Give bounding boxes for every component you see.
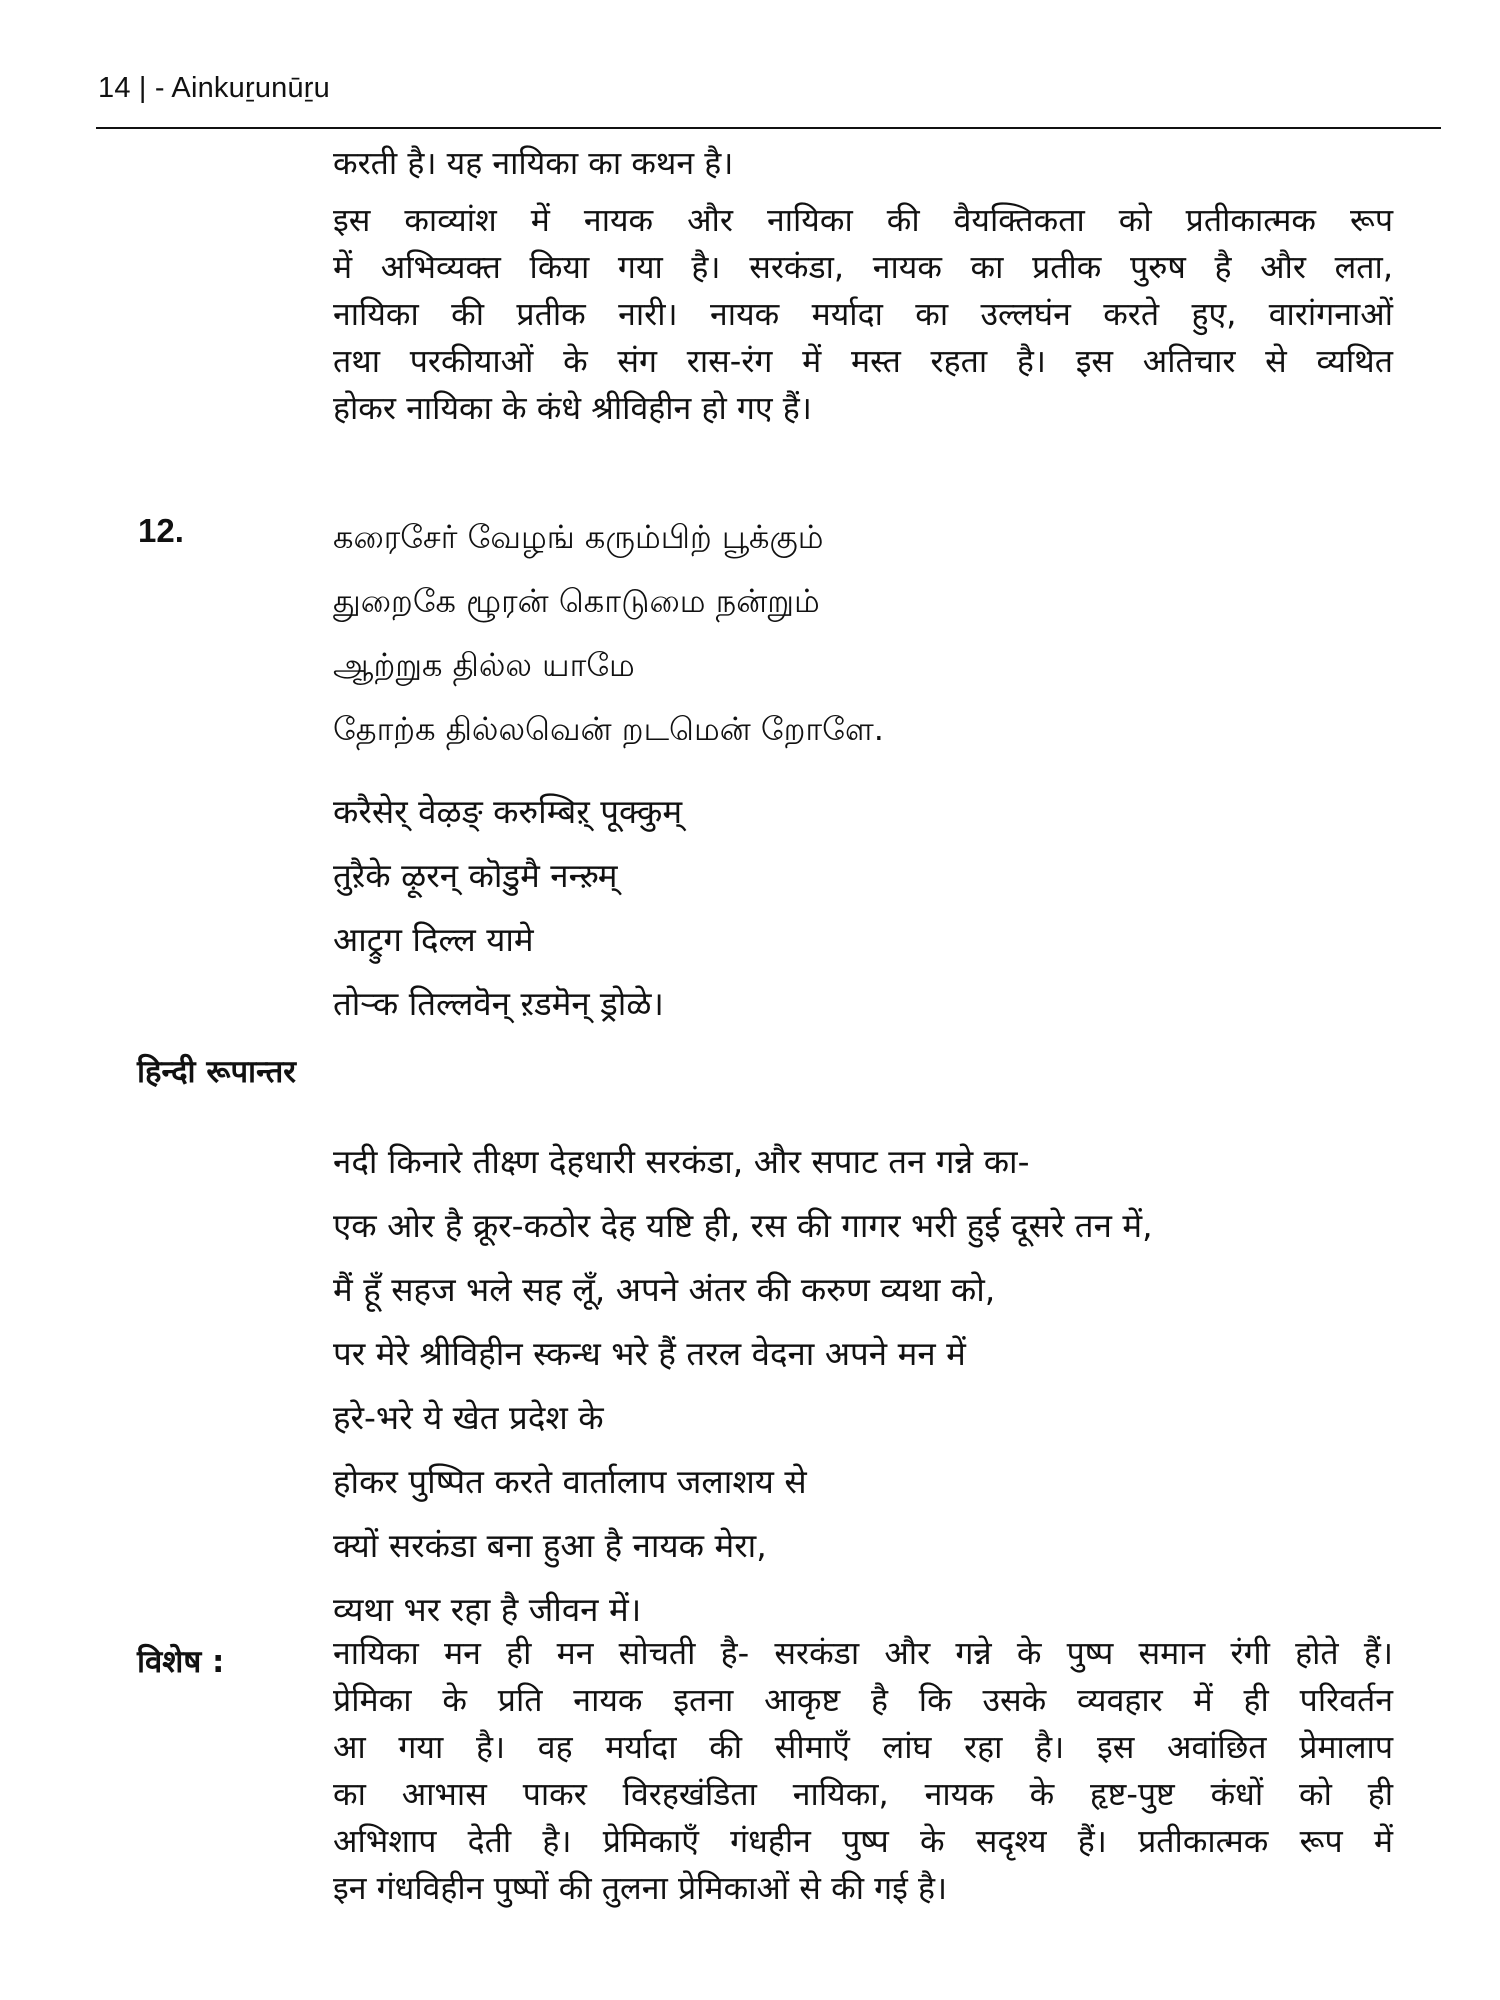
hindi-line: होकर पुष्पित करते वार्तालाप जलाशय से xyxy=(333,1462,807,1501)
running-header: 14 | - Ainkuṟunūṟu xyxy=(98,72,330,104)
intro-first-line: करती है। यह नायिका का कथन है। xyxy=(333,144,734,182)
special-line: इन गंधविहीन पुष्पों की तुलना प्रेमिकाओं से की गई है। xyxy=(333,1869,948,1907)
special-line: नायिका मन ही मन सोचती है- सरकंडा और गन्ने के पुष्प समान रंगी होते हैं। xyxy=(333,1634,1393,1672)
hindi-line: एक ओर है क्रूर-कठोर देह यष्टि ही, रस की गागर भरी हुई दूसरे तन में, xyxy=(333,1206,1153,1245)
hindi-line: पर मेरे श्रीविहीन स्कन्ध भरे हैं तरल वेदना अपने मन में xyxy=(333,1334,966,1373)
transliteration-line: करैसेर् वेऴङ् करुम्बिऱ् पूक्कुम् xyxy=(333,792,683,831)
hindi-line: हरे-भरे ये खेत प्रदेश के xyxy=(333,1398,604,1437)
hindi-rendering-verse xyxy=(333,1130,1393,1642)
intro-line: होकर नायिका के कंधे श्रीविहीन हो गए हैं। xyxy=(333,389,812,427)
intro-line: में अभिव्यक्त किया गया है। सरकंडा, नायक का प्रतीक पुरुष है और लता, xyxy=(333,248,1393,286)
special-line: प्रेमिका के प्रति नायक इतना आकृष्ट है कि उसके व्यवहार में ही परिवर्तन xyxy=(333,1681,1393,1719)
intro-line: नायिका की प्रतीक नारी। नायक मर्यादा का उल्लघंन करते हुए, वारांगनाओं xyxy=(333,295,1393,333)
intro-line: तथा परकीयाओं के संग रास-रंग में मस्त रहता है। इस अतिचार से व्यथित xyxy=(333,342,1393,380)
tamil-line: துறைகே ழூரன் கொடுமை நன்றும் xyxy=(333,582,820,620)
tamil-verse xyxy=(333,505,1393,761)
transliteration-line: तुऱैके ऴूरन् कॊडुमै नन्ऱुम् xyxy=(333,856,618,895)
special-line: आ गया है। वह मर्यादा की सीमाएँ लांघ रहा है। इस अवांछित प्रेमालाप xyxy=(333,1728,1393,1766)
tamil-line: ஆற்றுக தில்ல யாமே xyxy=(333,646,635,684)
poem-number: 12. xyxy=(138,512,184,549)
special-note-label: विशेष : xyxy=(137,1644,225,1680)
transliteration-line: तोऱ्क तिल्लवॆन् ऱडमॆन् ड्रोळे। xyxy=(333,984,664,1023)
intro-line: इस काव्यांश में नायक और नायिका की वैयक्तिकता को प्रतीकात्मक रूप xyxy=(333,201,1393,239)
special-line: का आभास पाकर विरहखंडिता नायिका, नायक के हृष्ट-पुष्ट कंधों को ही xyxy=(333,1775,1393,1813)
tamil-line: தோற்க தில்லவென் றடமென் றோளே. xyxy=(333,710,884,748)
hindi-line: नदी किनारे तीक्ष्ण देहधारी सरकंडा, और सपाट तन गन्ने का- xyxy=(333,1142,1030,1181)
tamil-line: கரைசேர் வேழங் கரும்பிற் பூக்கும் xyxy=(333,518,824,556)
intro-section xyxy=(333,140,1393,432)
transliteration-verse xyxy=(333,780,1393,1036)
special-line: अभिशाप देती है। प्रेमिकाएँ गंधहीन पुष्प के सदृश्य हैं। प्रतीकात्मक रूप में xyxy=(333,1822,1393,1860)
hindi-line: व्यथा भर रहा है जीवन में। xyxy=(333,1590,642,1629)
special-note xyxy=(333,1630,1393,1912)
hindi-rendering-heading: हिन्दी रूपान्तर xyxy=(137,1054,296,1090)
header-rule xyxy=(96,127,1441,129)
transliteration-line: आट्रुग दिल्ल यामे xyxy=(333,920,534,959)
hindi-line: क्यों सरकंडा बना हुआ है नायक मेरा, xyxy=(333,1526,767,1565)
hindi-line: मैं हूँ सहज भले सह लूँ, अपने अंतर की करुण व्यथा को, xyxy=(333,1270,996,1309)
